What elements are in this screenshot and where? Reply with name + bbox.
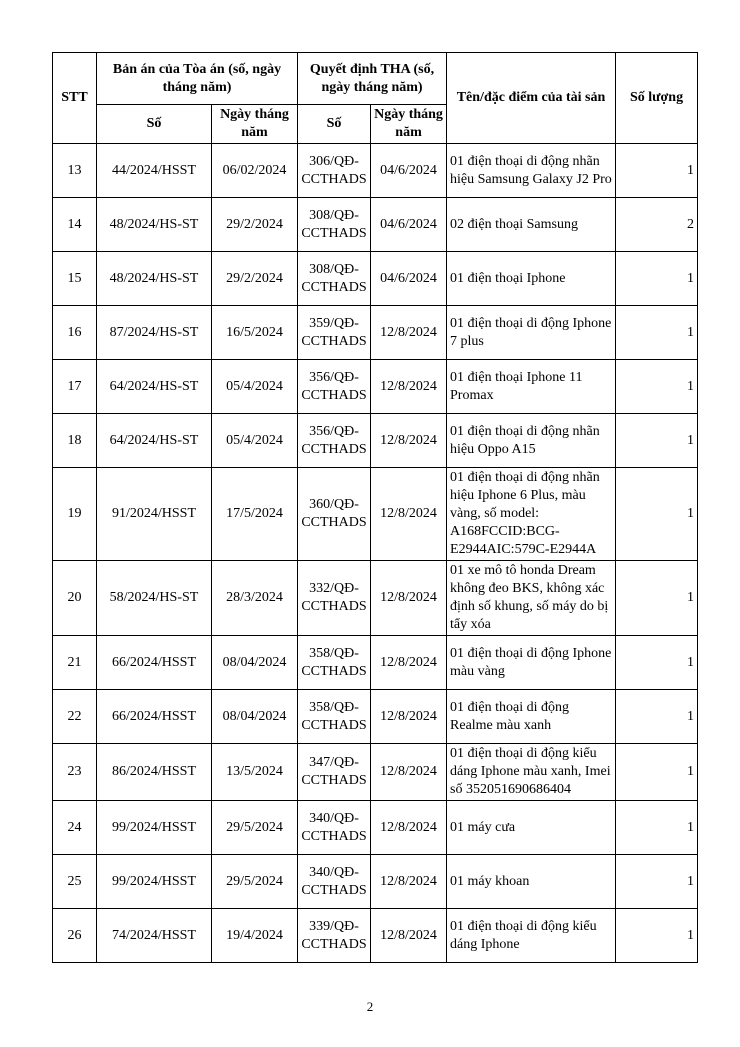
- cell-decision-number: 340/QĐ-CCTHADS: [298, 801, 371, 855]
- cell-asset: 01 điện thoại di động Iphone màu vàng: [447, 636, 616, 690]
- cell-judgment-date: 29/2/2024: [212, 252, 298, 306]
- cell-asset: 01 điện thoại di động kiểu dáng Iphone màu xanh, Imei số 352051690686404: [447, 744, 616, 801]
- cell-quantity: 1: [616, 690, 698, 744]
- header-court-judgment: Bản án của Tòa án (số, ngày tháng năm): [97, 53, 298, 105]
- cell-stt: 13: [53, 144, 97, 198]
- cell-judgment-number: 48/2024/HS-ST: [97, 198, 212, 252]
- cell-asset: 01 máy khoan: [447, 855, 616, 909]
- table-row: [53, 360, 698, 414]
- cell-stt: 17: [53, 360, 97, 414]
- cell-decision-number: 358/QĐ-CCTHADS: [298, 690, 371, 744]
- asset-table: [52, 52, 698, 963]
- cell-asset: 01 điện thoại di động nhãn hiệu Samsung Galaxy J2 Pro: [447, 144, 616, 198]
- cell-judgment-date: 13/5/2024: [212, 744, 298, 801]
- cell-decision-date: 04/6/2024: [371, 144, 447, 198]
- cell-judgment-date: 06/02/2024: [212, 144, 298, 198]
- cell-asset: 01 điện thoại di động nhãn hiệu Oppo A15: [447, 414, 616, 468]
- cell-judgment-date: 05/4/2024: [212, 360, 298, 414]
- cell-quantity: 1: [616, 306, 698, 360]
- cell-decision-date: 12/8/2024: [371, 360, 447, 414]
- cell-decision-date: 12/8/2024: [371, 801, 447, 855]
- table-row: [53, 690, 698, 744]
- header-asset: Tên/đặc điểm của tài sản: [447, 53, 616, 144]
- cell-stt: 16: [53, 306, 97, 360]
- cell-asset: 01 điện thoại Iphone: [447, 252, 616, 306]
- cell-quantity: 1: [616, 360, 698, 414]
- cell-stt: 19: [53, 468, 97, 561]
- cell-stt: 14: [53, 198, 97, 252]
- cell-quantity: 1: [616, 855, 698, 909]
- cell-quantity: 1: [616, 561, 698, 636]
- cell-asset: 01 điện thoại Iphone 11 Promax: [447, 360, 616, 414]
- cell-decision-date: 12/8/2024: [371, 690, 447, 744]
- cell-decision-date: 12/8/2024: [371, 306, 447, 360]
- cell-stt: 21: [53, 636, 97, 690]
- cell-judgment-date: 29/5/2024: [212, 801, 298, 855]
- table-row: [53, 198, 698, 252]
- cell-decision-number: 339/QĐ-CCTHADS: [298, 909, 371, 963]
- cell-stt: 25: [53, 855, 97, 909]
- cell-judgment-number: 74/2024/HSST: [97, 909, 212, 963]
- cell-asset: 01 điện thoại di động kiểu dáng Iphone: [447, 909, 616, 963]
- cell-quantity: 1: [616, 414, 698, 468]
- cell-asset: 01 điện thoại di động Iphone 7 plus: [447, 306, 616, 360]
- cell-judgment-number: 58/2024/HS-ST: [97, 561, 212, 636]
- cell-decision-number: 356/QĐ-CCTHADS: [298, 360, 371, 414]
- table-row: [53, 144, 698, 198]
- cell-stt: 20: [53, 561, 97, 636]
- header-stt: STT: [53, 53, 97, 144]
- table-row: [53, 468, 698, 561]
- cell-judgment-number: 99/2024/HSST: [97, 855, 212, 909]
- cell-decision-number: 332/QĐ-CCTHADS: [298, 561, 371, 636]
- header-decision-number: Số: [298, 105, 371, 144]
- cell-judgment-date: 29/5/2024: [212, 855, 298, 909]
- cell-stt: 26: [53, 909, 97, 963]
- table-row: [53, 855, 698, 909]
- table-row: [53, 306, 698, 360]
- cell-quantity: 1: [616, 909, 698, 963]
- cell-decision-number: 306/QĐ-CCTHADS: [298, 144, 371, 198]
- cell-quantity: 1: [616, 252, 698, 306]
- table-row: [53, 801, 698, 855]
- cell-decision-date: 04/6/2024: [371, 198, 447, 252]
- cell-quantity: 1: [616, 636, 698, 690]
- cell-judgment-number: 66/2024/HSST: [97, 636, 212, 690]
- table-row: [53, 636, 698, 690]
- cell-quantity: 1: [616, 801, 698, 855]
- cell-judgment-number: 86/2024/HSST: [97, 744, 212, 801]
- cell-asset: 01 điện thoại di động Realme màu xanh: [447, 690, 616, 744]
- cell-quantity: 2: [616, 198, 698, 252]
- cell-decision-number: 308/QĐ-CCTHADS: [298, 252, 371, 306]
- cell-decision-date: 04/6/2024: [371, 252, 447, 306]
- cell-decision-date: 12/8/2024: [371, 909, 447, 963]
- cell-decision-number: 347/QĐ-CCTHADS: [298, 744, 371, 801]
- header-judgment-number: Số: [97, 105, 212, 144]
- table-row: [53, 252, 698, 306]
- cell-judgment-date: 16/5/2024: [212, 306, 298, 360]
- table-row: [53, 909, 698, 963]
- cell-judgment-number: 91/2024/HSST: [97, 468, 212, 561]
- cell-asset: 01 điện thoại di động nhãn hiệu Iphone 6 Plus, màu vàng, số model: A168FCCID:BCG-E2944AIC:579C-E2944A: [447, 468, 616, 561]
- header-decision-date: Ngày tháng năm: [371, 105, 447, 144]
- table-row: [53, 744, 698, 801]
- cell-judgment-number: 44/2024/HSST: [97, 144, 212, 198]
- cell-judgment-date: 29/2/2024: [212, 198, 298, 252]
- header-judgment-date: Ngày tháng năm: [212, 105, 298, 144]
- cell-judgment-number: 64/2024/HS-ST: [97, 360, 212, 414]
- cell-judgment-number: 99/2024/HSST: [97, 801, 212, 855]
- page-number: 2: [366, 999, 374, 1014]
- cell-judgment-date: 05/4/2024: [212, 414, 298, 468]
- cell-decision-date: 12/8/2024: [371, 468, 447, 561]
- cell-stt: 24: [53, 801, 97, 855]
- cell-decision-date: 12/8/2024: [371, 561, 447, 636]
- header-quantity: Số lượng: [616, 53, 698, 144]
- cell-decision-date: 12/8/2024: [371, 636, 447, 690]
- cell-decision-number: 340/QĐ-CCTHADS: [298, 855, 371, 909]
- cell-judgment-date: 17/5/2024: [212, 468, 298, 561]
- cell-decision-number: 358/QĐ-CCTHADS: [298, 636, 371, 690]
- cell-judgment-number: 48/2024/HS-ST: [97, 252, 212, 306]
- cell-judgment-date: 08/04/2024: [212, 690, 298, 744]
- cell-decision-date: 12/8/2024: [371, 414, 447, 468]
- cell-stt: 15: [53, 252, 97, 306]
- cell-stt: 22: [53, 690, 97, 744]
- cell-asset: 01 xe mô tô honda Dream không đeo BKS, không xác định số khung, số máy do bị tẩy xóa: [447, 561, 616, 636]
- cell-decision-number: 308/QĐ-CCTHADS: [298, 198, 371, 252]
- cell-judgment-number: 66/2024/HSST: [97, 690, 212, 744]
- cell-decision-number: 356/QĐ-CCTHADS: [298, 414, 371, 468]
- cell-stt: 23: [53, 744, 97, 801]
- cell-judgment-date: 19/4/2024: [212, 909, 298, 963]
- cell-asset: 02 điện thoại Samsung: [447, 198, 616, 252]
- cell-decision-number: 359/QĐ-CCTHADS: [298, 306, 371, 360]
- cell-judgment-number: 87/2024/HS-ST: [97, 306, 212, 360]
- cell-decision-number: 360/QĐ-CCTHADS: [298, 468, 371, 561]
- cell-judgment-date: 28/3/2024: [212, 561, 298, 636]
- cell-asset: 01 máy cưa: [447, 801, 616, 855]
- cell-judgment-number: 64/2024/HS-ST: [97, 414, 212, 468]
- cell-decision-date: 12/8/2024: [371, 855, 447, 909]
- table-row: [53, 414, 698, 468]
- table-row: [53, 561, 698, 636]
- cell-quantity: 1: [616, 468, 698, 561]
- cell-quantity: 1: [616, 144, 698, 198]
- header-decision: Quyết định THA (số, ngày tháng năm): [298, 53, 447, 105]
- cell-judgment-date: 08/04/2024: [212, 636, 298, 690]
- cell-quantity: 1: [616, 744, 698, 801]
- cell-stt: 18: [53, 414, 97, 468]
- cell-decision-date: 12/8/2024: [371, 744, 447, 801]
